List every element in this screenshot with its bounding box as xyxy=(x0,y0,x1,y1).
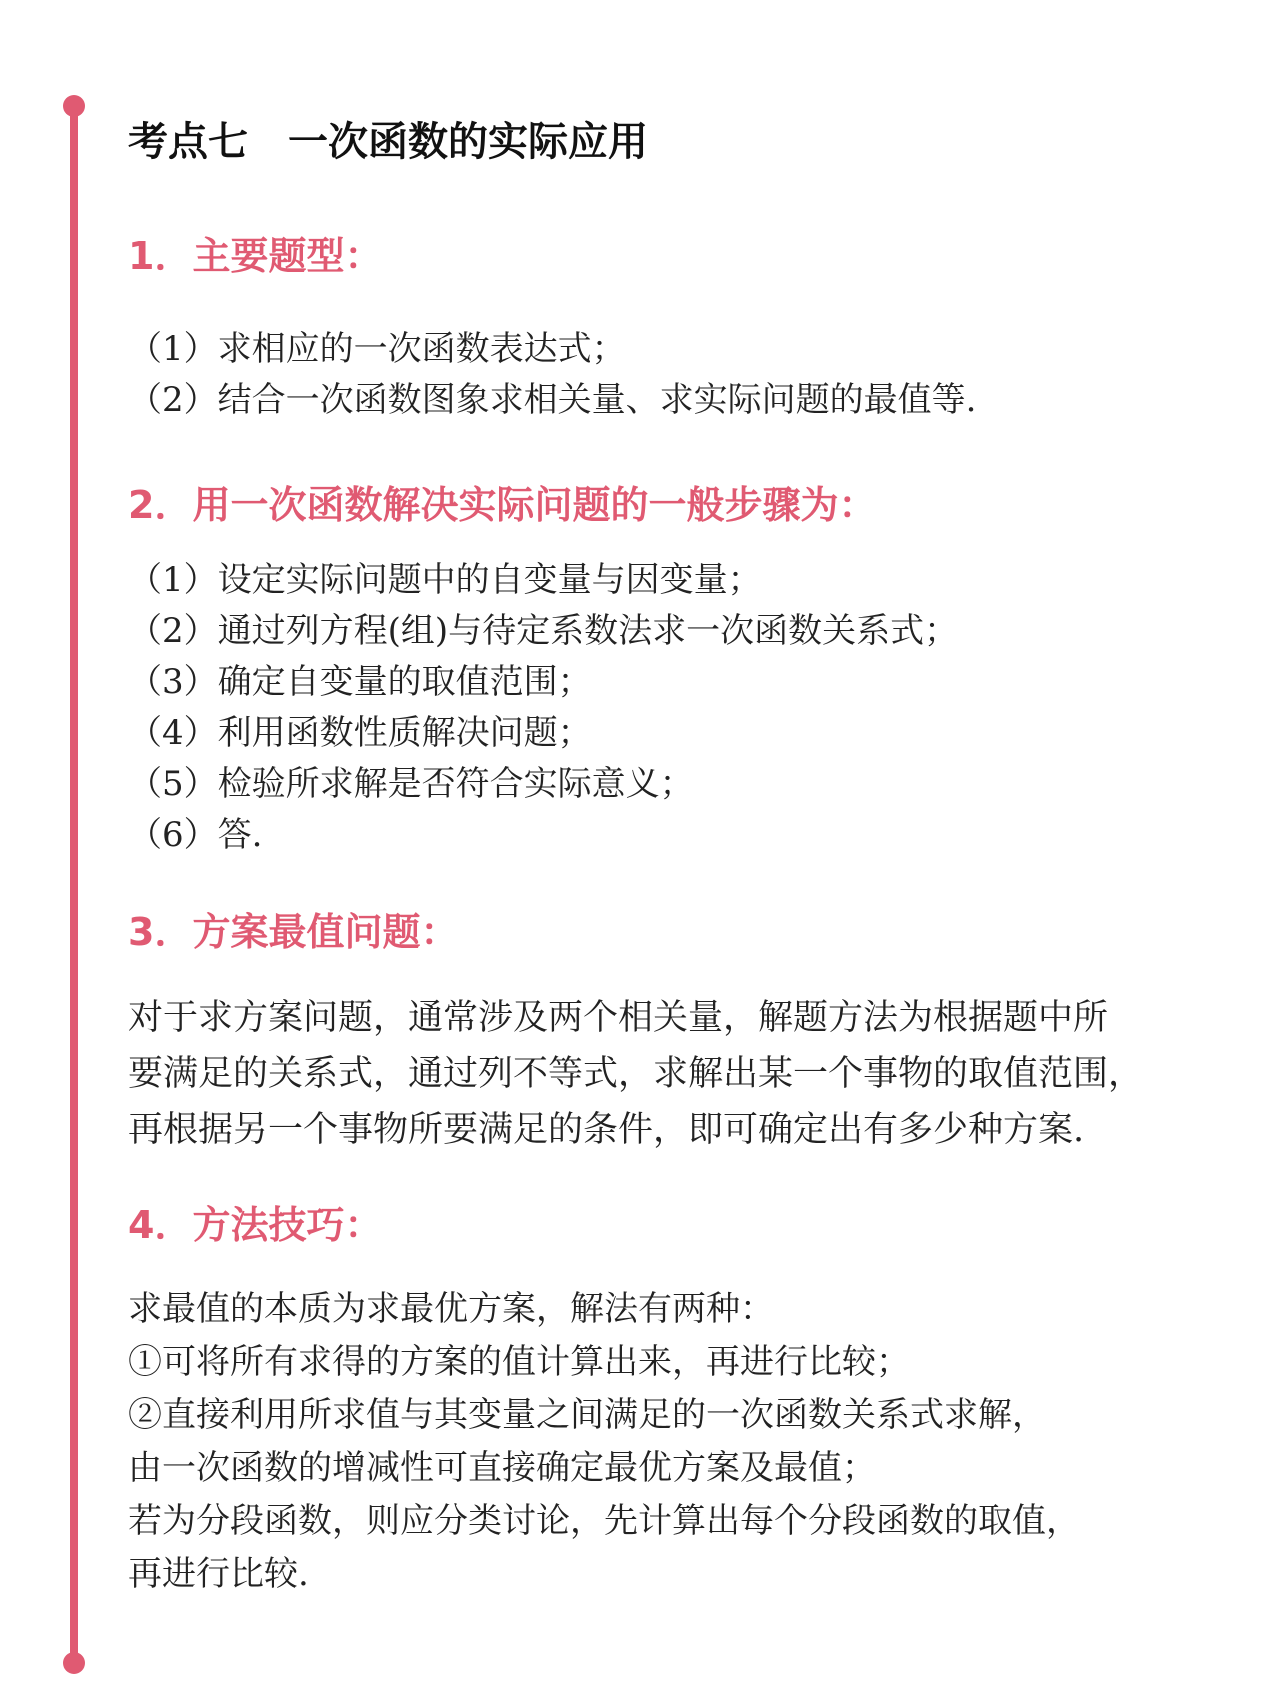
timeline-dot-top xyxy=(63,95,85,117)
list-item: （5）检验所求解是否符合实际意义； xyxy=(128,764,694,804)
section-lines xyxy=(128,555,1238,861)
section-heading: 3．方案最值问题： xyxy=(128,910,459,954)
section-heading: 1．主要题型： xyxy=(128,234,383,278)
content xyxy=(128,110,1238,1601)
list-item: 若为分段函数，则应分类讨论，先计算出每个分段函数的取值， xyxy=(128,1501,1080,1541)
page-title: 考点七 一次函数的实际应用 xyxy=(128,119,648,165)
paragraph-line: 要满足的关系式，通过列不等式，求解出某一个事物的取值范围， xyxy=(128,1054,1144,1094)
list-item: （4）利用函数性质解决问题； xyxy=(128,713,592,753)
list-item: 再进行比较. xyxy=(128,1554,309,1594)
section-paragraph xyxy=(128,990,1238,1158)
section-heading: 2．用一次函数解决实际问题的一般步骤为： xyxy=(128,483,877,527)
paragraph-line: 再根据另一个事物所要满足的条件，即可确定出有多少种方案. xyxy=(128,1110,1085,1150)
list-item: 由一次函数的增减性可直接确定最优方案及最值； xyxy=(128,1448,876,1488)
timeline-dot-bottom xyxy=(63,1652,85,1674)
section-lines xyxy=(128,324,1238,426)
section-scheme-optimum xyxy=(128,901,1238,1158)
list-item: （6）答. xyxy=(128,815,263,855)
section-question-types xyxy=(128,225,1238,426)
timeline-rail xyxy=(70,105,78,1665)
section-general-steps xyxy=(128,474,1238,861)
list-item: （2）结合一次函数图象求相关量、求实际问题的最值等. xyxy=(128,380,977,420)
list-item: （1）求相应的一次函数表达式； xyxy=(128,329,626,369)
paragraph-line: 对于求方案问题，通常涉及两个相关量，解题方法为根据题中所 xyxy=(128,998,1109,1038)
list-item: 求最值的本质为求最优方案，解法有两种： xyxy=(128,1289,774,1329)
list-item: ②直接利用所求值与其变量之间满足的一次函数关系式求解， xyxy=(128,1395,1046,1435)
list-item: （3）确定自变量的取值范围； xyxy=(128,662,592,702)
list-item: （1）设定实际问题中的自变量与因变量； xyxy=(128,560,762,600)
list-item: （2）通过列方程(组)与待定系数法求一次函数关系式； xyxy=(128,611,959,651)
section-heading: 4．方法技巧： xyxy=(128,1203,383,1247)
section-lines xyxy=(128,1283,1238,1601)
section-methods xyxy=(128,1194,1238,1601)
list-item: ①可将所有求得的方案的值计算出来，再进行比较； xyxy=(128,1342,910,1382)
